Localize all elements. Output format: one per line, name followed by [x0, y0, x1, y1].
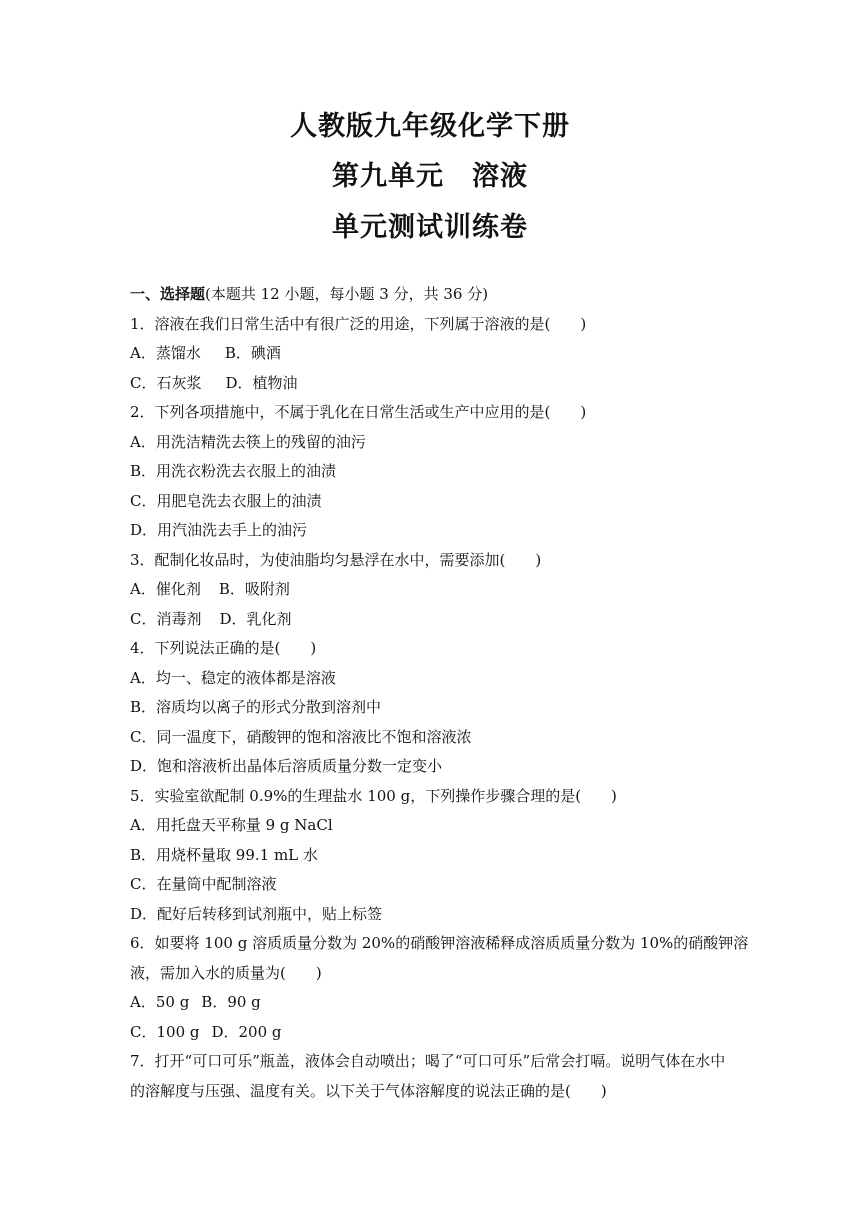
question-1-stem: 1．溶液在我们日常生活中有很广泛的用途，下列属于溶液的是( ) — [130, 314, 587, 333]
question-2-stem: 2．下列各项措施中，不属于乳化在日常生活或生产中应用的是( ) — [130, 403, 587, 421]
question-3-stem: 3．配制化妆品时，为使油脂均匀悬浮在水中，需要添加( ) — [130, 550, 542, 569]
question-5-option-b: B．用烧杯量取 99.1 mL 水 — [130, 845, 318, 864]
section-heading-note: (本题共 12 小题，每小题 3 分，共 36 分) — [205, 285, 489, 303]
question-list — [130, 280, 749, 1106]
question-3-options-row2 — [130, 605, 742, 635]
question-3-option-b: B．吸附剂 — [218, 580, 290, 598]
section-heading — [130, 280, 742, 310]
unit-title: 第九单元 溶液 — [332, 161, 528, 192]
question-2-option-d: D．用汽油洗去手上的油污 — [130, 521, 308, 539]
question-3-option-c: C．消毒剂 — [130, 609, 202, 628]
test-title: 单元测试训练卷 — [332, 212, 528, 243]
question-4-option-d: D．饱和溶液析出晶体后溶质质量分数一定变小 — [130, 757, 443, 775]
question-1-options-row2 — [130, 369, 742, 399]
section-heading-label: 一、选择题 — [130, 285, 206, 303]
question-2-option-a: A．用洗洁精洗去筷上的残留的油污 — [130, 432, 366, 451]
question-4-option-a: A．均一、稳定的液体都是溶液 — [130, 668, 336, 687]
question-4-option-b: B．溶质均以离子的形式分散到溶剂中 — [130, 698, 382, 716]
question-6-stem-line1: 6．如要将 100 g 溶质质量分数为 20%的硝酸钾溶液稀释成溶质质量分数为 10%的硝酸钾溶 — [130, 934, 749, 952]
question-4-stem: 4．下列说法正确的是( ) — [130, 639, 317, 657]
question-3-option-d: D．乳化剂 — [219, 609, 292, 628]
question-4-option-c: C．同一温度下，硝酸钾的饱和溶液比不饱和溶液浓 — [130, 727, 472, 746]
question-3-option-a: A．催化剂 — [130, 580, 201, 598]
question-6-option-b: B．90 g — [201, 993, 261, 1011]
document-title: 人教版九年级化学下册 — [290, 111, 570, 142]
question-7-stem-line1: 7．打开“可口可乐”瓶盖，液体会自动喷出；喝了“可口可乐”后常会打嗝。说明气体在水中 — [130, 1052, 726, 1070]
question-3-options-row1 — [130, 575, 742, 605]
question-5-option-c: C．在量筒中配制溶液 — [130, 875, 277, 893]
question-6-options-row2 — [130, 1018, 742, 1048]
question-7-stem-line2: 的溶解度与压强、温度有关。以下关于气体溶解度的说法正确的是( ) — [130, 1081, 607, 1100]
question-6-stem-line2: 液，需加入水的质量为( ) — [130, 963, 322, 982]
question-2-option-b: B．用洗衣粉洗去衣服上的油渍 — [130, 462, 337, 480]
question-1-option-b: B．碘酒 — [224, 344, 281, 362]
question-1-option-a: A．蒸馏水 — [130, 344, 201, 362]
question-5-option-d: D．配好后转移到试剂瓶中，贴上标签 — [130, 904, 383, 923]
question-6-options-row1 — [130, 988, 742, 1018]
question-1-options-row1 — [130, 339, 742, 369]
question-6-option-d: D．200 g — [211, 1022, 282, 1041]
question-1-option-d: D．植物油 — [225, 373, 298, 392]
question-6-option-c: C．100 g — [130, 1022, 200, 1041]
question-6-option-a: A．50 g — [130, 993, 190, 1011]
question-5-option-a: A．用托盘天平称量 9 g NaCl — [130, 816, 333, 834]
question-2-option-c: C．用肥皂洗去衣服上的油渍 — [130, 491, 322, 510]
question-5-stem: 5．实验室欲配制 0.9%的生理盐水 100 g，下列操作步骤合理的是( ) — [130, 786, 617, 805]
question-1-option-c: C．石灰浆 — [130, 373, 202, 392]
